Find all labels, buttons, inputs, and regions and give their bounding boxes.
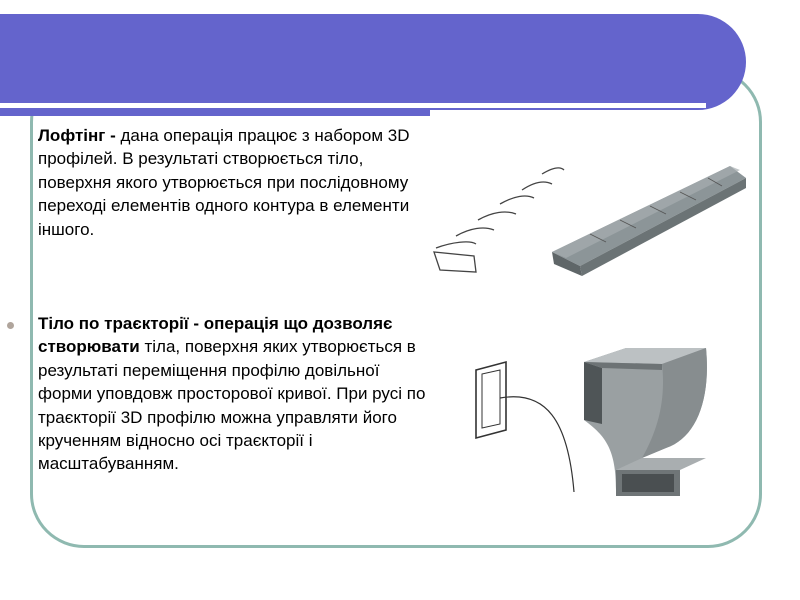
lofting-description: дана операція працює з набором 3D профілей. В результаті створюється тіло, поверхня якого утворюється при послідовному переході елементів одного контура в елементи іншого. — [38, 126, 410, 239]
banner-divider — [0, 103, 706, 108]
sweep-illustration — [466, 340, 716, 498]
sweep-paragraph — [38, 312, 430, 476]
title-banner — [0, 14, 746, 110]
loft-illustration — [430, 148, 746, 280]
lofting-term: Лофтінг - — [38, 126, 116, 145]
sweep-description: тіла, поверхня яких утворюється в результаті переміщення профілю довільної форми уповдовж просторової кривої. При русі по траєкторії 3D профілю можна управляти його крученням відносно осі траєкторії і масштабуванням. — [38, 337, 426, 474]
bullet-icon — [7, 322, 14, 329]
banner-underline — [0, 110, 430, 116]
sweep-term: Тіло по траєкторії - операція що дозволяє створювати — [38, 314, 393, 357]
lofting-paragraph — [38, 124, 422, 241]
